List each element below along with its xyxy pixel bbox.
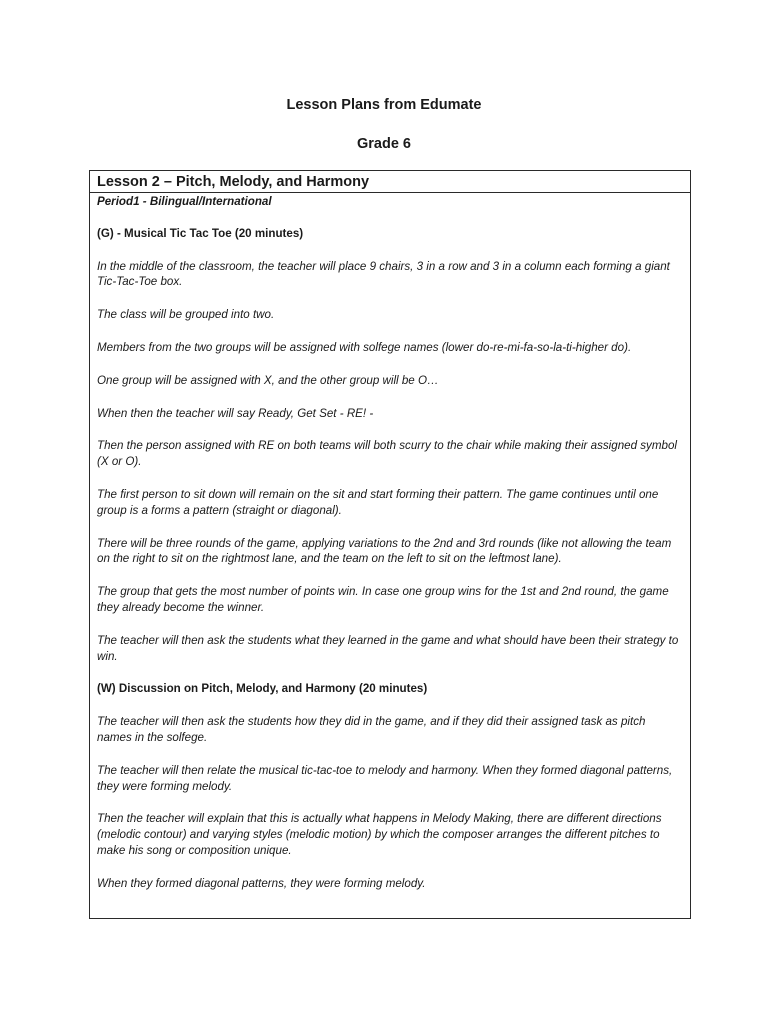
lesson-table xyxy=(89,170,691,919)
paragraph: The first person to sit down will remain on the sit and start forming their pattern. The game continues until one group is a forms a pattern (straight or diagonal). xyxy=(97,487,659,517)
paragraph: In the middle of the classroom, the teacher will place 9 chairs, 3 in a row and 3 in a column each forming a giant Tic-Tac-Toe box. xyxy=(97,259,670,289)
paragraph: There will be three rounds of the game, applying variations to the 2nd and 3rd rounds (like not allowing the team on the right to sit on the rightmost lane, and the team on the left to sit on the leftmost lane). xyxy=(97,536,672,566)
paragraph: When then the teacher will say Ready, Get Set - RE! - xyxy=(97,406,374,420)
period-label: Period1 - Bilingual/International xyxy=(97,195,272,208)
paragraph: The teacher will then relate the musical tic-tac-toe to melody and harmony. When they formed diagonal patterns, they were forming melody. xyxy=(97,763,673,793)
paragraph: The teacher will then ask the students how they did in the game, and if they did their assigned task as pitch names in the solfege. xyxy=(97,715,646,744)
document-subtitle: Grade 6 xyxy=(357,136,411,152)
paragraph: Members from the two groups will be assigned with solfege names (lower do-re-mi-fa-so-la-ti-higher do). xyxy=(97,340,632,354)
paragraph: Then the teacher will explain that this is actually what happens in Melody Making, there are different directions (melodic contour) and varying styles (melodic motion) by which the composer arranges the different pitches to make his song or composition unique. xyxy=(97,812,662,857)
paragraph: One group will be assigned with X, and the other group will be O… xyxy=(97,373,439,387)
document-title: Lesson Plans from Edumate xyxy=(286,97,482,113)
paragraph: The teacher will then ask the students what they learned in the game and what should have been their strategy to win. xyxy=(97,633,679,663)
lesson-content xyxy=(90,193,690,892)
paragraph: The group that gets the most number of points win. In case one group wins for the 1st and 2nd round, the game they already become the winner. xyxy=(97,585,669,614)
activity-title-tic-tac-toe: (G) - Musical Tic Tac Toe (20 minutes) xyxy=(97,226,304,240)
paragraph: Then the person assigned with RE on both teams will both scurry to the chair while making their assigned symbol (X or O). xyxy=(97,439,677,469)
paragraph: When they formed diagonal patterns, they were forming melody. xyxy=(97,876,426,890)
paragraph: The class will be grouped into two. xyxy=(97,308,275,322)
lesson-heading: Lesson 2 – Pitch, Melody, and Harmony xyxy=(90,171,690,193)
activity-title-discussion: (W) Discussion on Pitch, Melody, and Harmony (20 minutes) xyxy=(97,682,428,696)
